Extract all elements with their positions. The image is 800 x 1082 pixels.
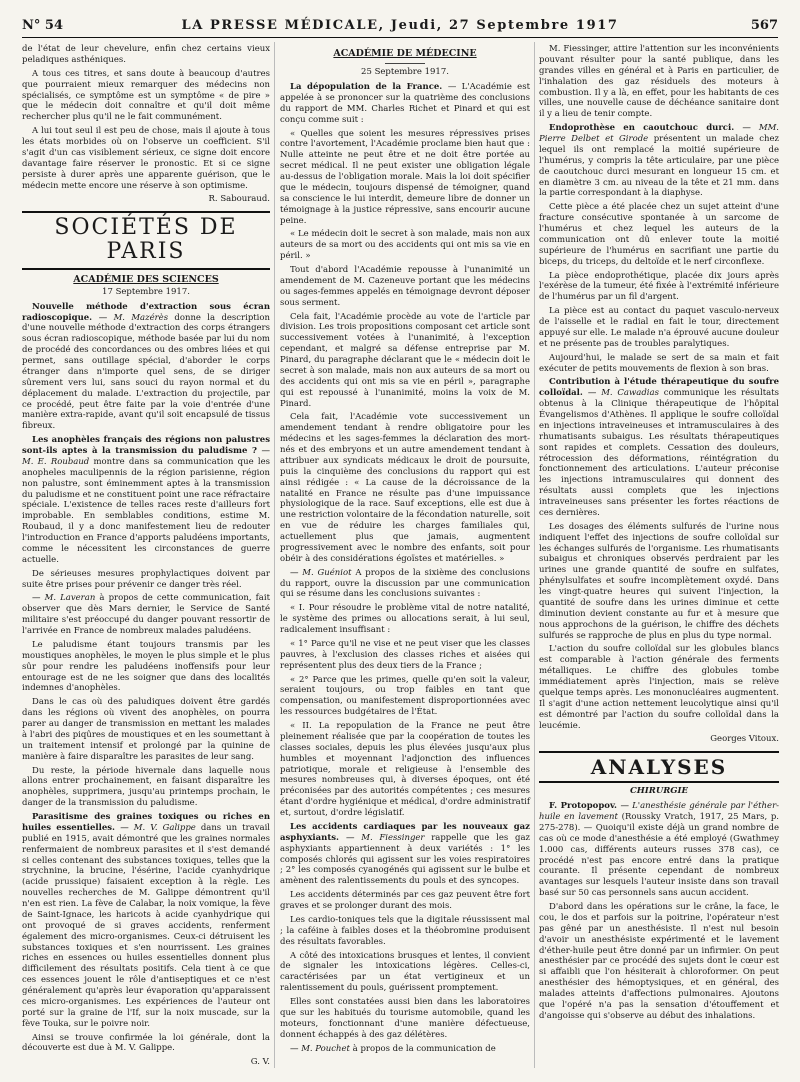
article-paragraph: « Le médecin doit le secret à son malade, mais non aux auteurs de sa mort ou des accidents qui ont mis sa vie en péril. » (280, 229, 530, 262)
session-date: 25 Septembre 1917. (361, 67, 449, 78)
paragraph-title: Endoprothèse en caoutchouc durci. (549, 123, 743, 134)
author-name: — M. V. Galippe (120, 822, 201, 833)
article-paragraph: D'abord dans les opérations sur le crâne, la face, le cou, le dos et parfois sur la poitrine, l'opérateur n'est pas gêné par un anesthésiste. Il n'est nul besoin d'avoir un anesthésiste expérimenté et le lavement d'éther-huile peut être donné par un infirmier. On peut anesthésier par ce procédé des sujets dont le cœur est si affaibli que l'on hésiterait à chloroformer. On peut anesthésier des hémoptysiques, et en général, des malades atteints d'affections pulmonaires. Ajoutons que l'opéré n'a pas la sensation d'étouffement et d'angoisse qui s'observe au début des inhalations. (539, 902, 779, 1021)
article-paragraph: — M. Pouchet à propos de la communication de (290, 1043, 496, 1054)
article-paragraph: Nouvelle méthode d'extraction sous écran radioscopique. — M. Mazérès donne la description d'une nouvelle méthode d'extraction des corps étrangers sous écran radioscopique, méthode basée par lui du nom de procédé des concordances ou des ombres liées et qui permet, sans outillage spécial, d'aborder le corps étranger dans n'importe quel sens, de se diriger sûrement vers lui, sans souci du rayon normal et du déplacement du malade. L'extraction du projectile, par ce procédé, peut être faite par la voie d'entrée d'une manière extra-rapide, avant qu'il soit encapsulé de tissus fibreux. (22, 301, 270, 432)
article-paragraph: La pièce est au contact du paquet vasculo-nerveux de l'aisselle et le radial en fait le tour, directement appuyé sur elle. Le malade n'a éprouvé aucune douleur et ne présente pas de troubles paralytiques. (539, 306, 779, 349)
page-number: 567 (750, 18, 778, 33)
article-paragraph: Tout d'abord l'Académie repousse à l'unanimité un amendement de M. Cazeneuve portant que les médecins ou sages-femmes appelés en témoignage devront déposer sous serment. (280, 265, 530, 308)
article-paragraph: L'action du soufre colloïdal sur les globules blancs est comparable à l'action générale des ferments métalliques. Le chiffre des globules tombe immédiatement après l'injection, mais se relève quelque temps après. Les mononucléaires augmentent. Il s'agit d'une action nettement leucolytique ainsi qu'il est démontré par l'action du soufre colloïdal dans la leucémie. (539, 644, 779, 731)
academy-title: ACADÉMIE DES SCIENCES (73, 273, 219, 285)
article-paragraph: Les cardio-toniques tels que la digitale réussissent mal ; la caféine à faibles doses et la théobromine produisent des résultats favorables. (280, 914, 530, 947)
article-paragraph: A tous ces titres, et sans doute à beaucoup d'autres que pourraient mieux remarquer des médecins non spécialisés, ce symptôme est un symptôme « de pire » que le médecin doit connaître et qu'il doit même rechercher plus qu'il ne le fait communément. (22, 68, 270, 123)
author-name: — M. E. Roubaud (22, 446, 270, 467)
author-name: — MM. Pierre Delbet et Girode (539, 123, 779, 144)
journal-title: LA PRESSE MÉDICALE, Jeudi, 27 Septembre 1917 (181, 18, 619, 33)
article-paragraph: de l'état de leur chevelure, enfin chez certains vieux peladiques asthéniques. (22, 44, 270, 65)
article-paragraph: Parasitisme des graines toxiques ou riches en huiles essentielles. — M. V. Galippe dans un travail publié en 1915, avait démontré que les graines normales renfermaient de nombreux parasites et il s'est demandé si celles contenant des substances toxiques, telles que la strychnine, la brucine, l'ésérine, l'acide cyanhydrique (acide prussique) faisaient exception à la règle. Les nouvelles recherches de M. Galippe démontrent qu'il n'en est rien. La fève de Calabar, la noix vomique, la fève de Saint-Ignace, les haricots à acide cyanhydrique qui ont provoqué de si graves accidents, renferment également des micro-organismes. Ceux-ci détruisent les substances toxiques et s'en nourrissent. Les graines riches en essences ou huiles essentielles donnent plus difficilement des résultats positifs. Cela tient à ce que ces essences jouent le rôle d'antiseptiques et ce n'est généralement qu'après leur évaporation qu'apparaissent ces micro-organismes. Les expériences de l'auteur ont porté sur la graine de l'If, sur la noix muscade, sur la fève Touka, sur le poivre noir. (22, 812, 271, 1029)
article-paragraph: Contribution à l'étude thérapeutique du soufre colloïdal. — M. Cawadias communique les résultats obtenus à la Clinique thérapeutique de l'hôpital Évangelismos d'Athènes. Il applique le soufre colloïdal en injections intraveineuses et intramusculaires à des rhumatisants subaigus. Les résultats thérapeutiques sont rapides et complets. Cessation des douleurs, rétrocession des déformations, réintégration du fonctionnement des articulations. L'auteur préconise les injections intramusculaires qui donnent des résultats aussi complets que les injections intraveineuses sans présenter les fortes réactions de ces dernières. (539, 377, 779, 518)
article-paragraph: — M. Laveran à propos de cette communication, fait observer que dès Mars dernier, le Service de Santé militaire s'est préoccupé du danger pouvant ressortir de l'arrivée en France de nombreux malades paludéens. (22, 593, 270, 637)
article-paragraph: Cela fait, l'Académie vote successivement un amendement tendant à rendre obligatoire pour les médecins et les sages-femmes la déclaration des mort-nés et des embryons et un autre amendement tendant à attribuer aux syndicats médicaux le droit de poursuite, puis la cinquième des conclusions du rapport qui est ainsi rédigée : « La cause de la décroissance de la natalité en France ne résulte pas d'une impuissance physiologique de la race. Sauf exceptions, elle est due à une restriction volontaire de la fécondation naturelle, soit en vue de réduire les charges familiales qui, actuellement plus que jamais, augmentent progressivement avec le nombre des enfants, soit pour obéir à des considérations égoïstes et matérielles. » (280, 412, 530, 564)
author-signature: G. V. (250, 1057, 270, 1068)
column-divider (534, 42, 535, 1068)
paragraph-title: Nouvelle méthode d'extraction sous écran radioscopique. (22, 301, 270, 323)
article-paragraph: La pièce endoprothétique, placée dix jours après l'exérèse de la tumeur, été fixée à l'extrémité inférieure de l'humérus par un fil d'argent. (539, 270, 779, 303)
article-paragraph: A lui tout seul il est peu de chose, mais il ajoute à tous les états morbides où on l'observe un coefficient. S'il s'agit d'un cas visiblement sérieux, ce signe doit encore davantage faire réserver le pronostic. Et si ce signe persiste à durer après une apparente guérison, que le médecin mette encore une réserve à son optimisme. (22, 126, 270, 191)
paragraph-title: La dépopulation de la France. (290, 82, 448, 93)
article-paragraph: Le paludisme étant toujours transmis par les moustiques anophèles, le moyen le plus simple et le plus sûr pour rendre les paludéens inoffensifs pour leur entourage est de ne les soigner que dans des localités indemnes d'anophèles. (22, 639, 270, 694)
article-paragraph: Les accidents déterminés par ces gaz peuvent être fort graves et se prolonger durant des mois. (280, 890, 530, 912)
article-paragraph: « I. Pour résoudre le problème vital de notre natalité, le système des primes ou allocations serait, à lui seul, radicalement insuffisant : (280, 603, 530, 636)
article-paragraph: Les anophèles français des régions non palustres sont-ils aptes à la transmission du paludisme ? — M. E. Roubaud montre dans sa communication que les anopheles maculipennis de la région parisienne, région non palustre, sont éminemment aptes à la transmission du paludisme et ne constituent point une race réfractaire spéciale. L'existence de telles races reste d'ailleurs fort improbable. En semblables conditions, estime M. Roubaud, il y a donc manifestement lieu de redouter l'introduction en France d'apports paludéens importants, comme le nécessitent les circonstances de guerre actuelle. (22, 435, 270, 565)
rubric-title: CHIRURGIE (629, 786, 689, 797)
article-body (22, 302, 270, 1055)
article-paragraph: « 2° Parce que les primes, quelle qu'en soit la valeur, seraient toujours, ou trop faibles en tant que compensation, ou manifestement disproportionnées avec les ressources budgétaires de l'État. (280, 674, 530, 718)
article-paragraph: Les accidents cardiaques par les nouveaux gaz asphyxiants. — M. Fiessinger rappelle que les gaz asphyxiants appartiennent à deux variétés : 1° les composés chlorés qui agissent sur les voies respiratoires ; 2° les composés cyanogénés qui agissent sur le bulbe et amènent des ralentissements du pouls et des syncopes. (280, 821, 530, 887)
analyses-title: ANALYSES (539, 751, 779, 783)
article-paragraph: A côté des intoxications brusques et lentes, il convient de signaler les intoxications légères. Celles-ci, caractérisées par un état vertigineux et un ralentissement du pouls, guérissent promptement. (280, 950, 530, 994)
article-paragraph: Dans le cas où des paludiques doivent être gardés dans les régions où vivent des anophèles, on pourra parer au danger de transmission en mettant les malades à l'abri des piqûres de moustiques et en les soumettant à un traitement intensif et prolongé par la quinine de manière à faire disparaître les parasites de leur sang. (22, 697, 270, 762)
section-title: SOCIÉTÉS DE PARIS (22, 211, 270, 269)
article-paragraph: Ainsi se trouve confirmée la loi générale, dont la découverte est due à M. V. Galippe. (22, 1032, 270, 1054)
author-name: — M. Cawadias (587, 388, 664, 399)
author-name: — L'anesthésie générale par l'éther-huile en lavement (539, 801, 779, 822)
author-name: — M. Mazérès (98, 312, 175, 323)
column-3 (539, 44, 779, 1025)
article-paragraph: M. Fiessinger, attire l'attention sur les inconvénients pouvant résulter pour la santé publique, dans les grandes villes en général et à Paris en particulier, de l'inhalation des gaz résiduels des moteurs à combustion. Il y a là, en effet, pour les habitants de ces villes, une nouvelle cause de déchéance sanitaire dont il y a lieu de tenir compte. (539, 44, 779, 120)
session-date: 17 Septembre 1917. (102, 286, 190, 297)
article-paragraph: Cette pièce a été placée chez un sujet atteint d'une fracture consécutive spontanée à un sarcome de l'humérus et chez lequel les auteurs de la communication ont dû enlever toute la moitié supérieure de l'humérus en sacrifiant une partie du biceps, du triceps, du deltoïde et le nerf circonflexe. (539, 202, 779, 267)
article-paragraph: Endoprothèse en caoutchouc durci. — MM. Pierre Delbet et Girode présentent un malade chez lequel ils ont remplacé la moitié supérieure de l'humérus, y compris la tête articulaire, par une pièce de caoutchouc durci mesurant en longueur 15 cm. et en diamètre 3 cm. au niveau de la tête et 21 mm. dans la partie correspondant à la diaphyse. (539, 123, 779, 199)
analysis-body (539, 801, 779, 1022)
article-paragraph: « Quelles que soient les mesures répressives prises contre l'avortement, l'Académie proclame bien haut que : Nulle atteinte ne peut être et ne doit être portée au secret médical. Il ne peut exister une obligation légale au-dessus de l'obligation morale. Mais la loi doit spécifier que le médecin, toujours dispensé de témoigner, quand sa conscience le lui interdit, demeure libre de donner un témoignage à la justice répressive, sans encourir aucune peine. (280, 128, 530, 226)
article-body (280, 82, 530, 1054)
column-2 (280, 44, 530, 1057)
paragraph-title: Contribution à l'étude thérapeutique du soufre colloïdal. (539, 377, 779, 399)
author-signature: Georges Vitoux. (710, 734, 779, 745)
author-name: — M. Pouchet (290, 1043, 353, 1054)
article-paragraph: « II. La repopulation de la France ne peut être pleinement réalisée que par la coopération de toutes les classes sociales, depuis les plus élevées jusqu'aux plus humbles et moyennant l'adjonction des influences patriotique, morale et religieuse à l'ensemble des mesures nombreuses qui, à diverses époques, ont été préconisées par des autorités compétentes ; ces mesures étant d'ordre hygiénique et médical, d'ordre administratif et, surtout, d'ordre législatif. (280, 721, 530, 819)
article-body (539, 44, 779, 731)
author-name: — M. Fiessinger (346, 832, 432, 843)
article-paragraph: Aujourd'hui, le malade se sert de sa main et fait exécuter de petits mouvements de flexion à son bras. (539, 352, 779, 374)
paragraph-title: F. Protopopov. (549, 801, 621, 812)
article-paragraph: De sérieuses mesures prophylactiques doivent par suite être prises pour prévenir ce danger très réel. (22, 568, 270, 590)
article-paragraph: Cela fait, l'Académie procède au vote de l'article par division. Les trois propositions composant cet article sont successivement votées à l'unanimité, à l'exception cependant, et malgré sa défense entreprise par M. Pinard, du paragraphe déclarant que le « médecin doit le secret à son malade, mais non aux auteurs de sa mort ou des accidents qui ont mis sa vie en péril », paragraphe qui est repoussé à l'unanimité, moins la voix de M. Pinard. (280, 311, 530, 409)
article-paragraph: Du reste, la période hivernale dans laquelle nous allons entrer prochainement, en faisant disparaître les anophèles, supprimera, jusqu'au printemps prochain, le danger de la transmission du paludisme. (22, 765, 270, 809)
issue-number: N° 54 (22, 18, 63, 33)
author-name: — M. Laveran (32, 593, 100, 604)
header-rule (22, 37, 778, 38)
title-ornament (385, 63, 425, 64)
column-divider (274, 42, 275, 1068)
page-header (22, 14, 778, 36)
article-paragraph: Elles sont constatées aussi bien dans les laboratoires que sur les habitués du tourisme automobile, quand les moteurs, fonctionnant d'une manière défectueuse, donnent échappés à des gaz délétères. (280, 997, 530, 1040)
article-paragraph: — M. Guéniot A propos de la sixième des conclusions du rapport, ouvre la discussion par une communication qui se résume dans les conclusions suivantes : (280, 567, 530, 600)
author-name: — M. Guéniot (290, 567, 356, 578)
paragraph-title: Les accidents cardiaques par les nouveaux gaz asphyxiants. (280, 821, 530, 843)
column-1 (22, 44, 270, 1071)
paragraph-title: Parasitisme des graines toxiques ou riches en huiles essentielles. (22, 812, 270, 833)
academy-title: ACADÉMIE DE MÉDECINE (333, 48, 477, 59)
article-paragraph: La dépopulation de la France. — L'Académie est appelée à se prononcer sur la quatrième des conclusions du rapport de MM. Charles Richet et Pinard et qui est conçu comme suit : (280, 82, 530, 125)
article-paragraph: Les dosages des éléments sulfurés de l'urine nous indiquent l'effet des injections de soufre colloïdal sur les échanges sulfurés de l'organisme. Les rhumatisants subaigus et chroniques observés perdraient par les urines une grande quantité de soufre en sulfates, phénylsulfates et soufre incomplètement oxydé. Dans les vingt-quatre heures qui suivent l'injection, la quantité de soufre dans les urines diminue et cette diminution devient constante au fur et à mesure que nous approchons de la guérison, le chiffre des déchets sulfurés se rapproche de plus en plus du type normal. (539, 521, 779, 641)
paragraph-title: Les anophèles français des régions non palustres sont-ils aptes à la transmission du paludisme ? (22, 435, 270, 457)
article-paragraph: F. Protopopov. — L'anesthésie générale par l'éther-huile en lavement (Roussky Vratch, 1917, 25 Mars, p. 275-278). — Quoiqu'il existe déjà un grand nombre de cas où ce mode d'anesthésie a été employé (Gwathmey 1.000 cas, différents auteurs russes 378 cas), ce procédé n'est pas encore entré dans la pratique courante. Il présente cependant de nombreux avantages sur lesquels l'auteur insiste dans son travail basé sur 50 cas personnels sans aucun accident. (539, 801, 779, 899)
author-signature: R. Sabouraud. (208, 194, 270, 205)
article-paragraph: « 1° Parce qu'il ne vise et ne peut viser que les classes pauvres, à l'exclusion des classes riches et aisées qui représentent plus des deux tiers de la France ; (280, 638, 530, 671)
